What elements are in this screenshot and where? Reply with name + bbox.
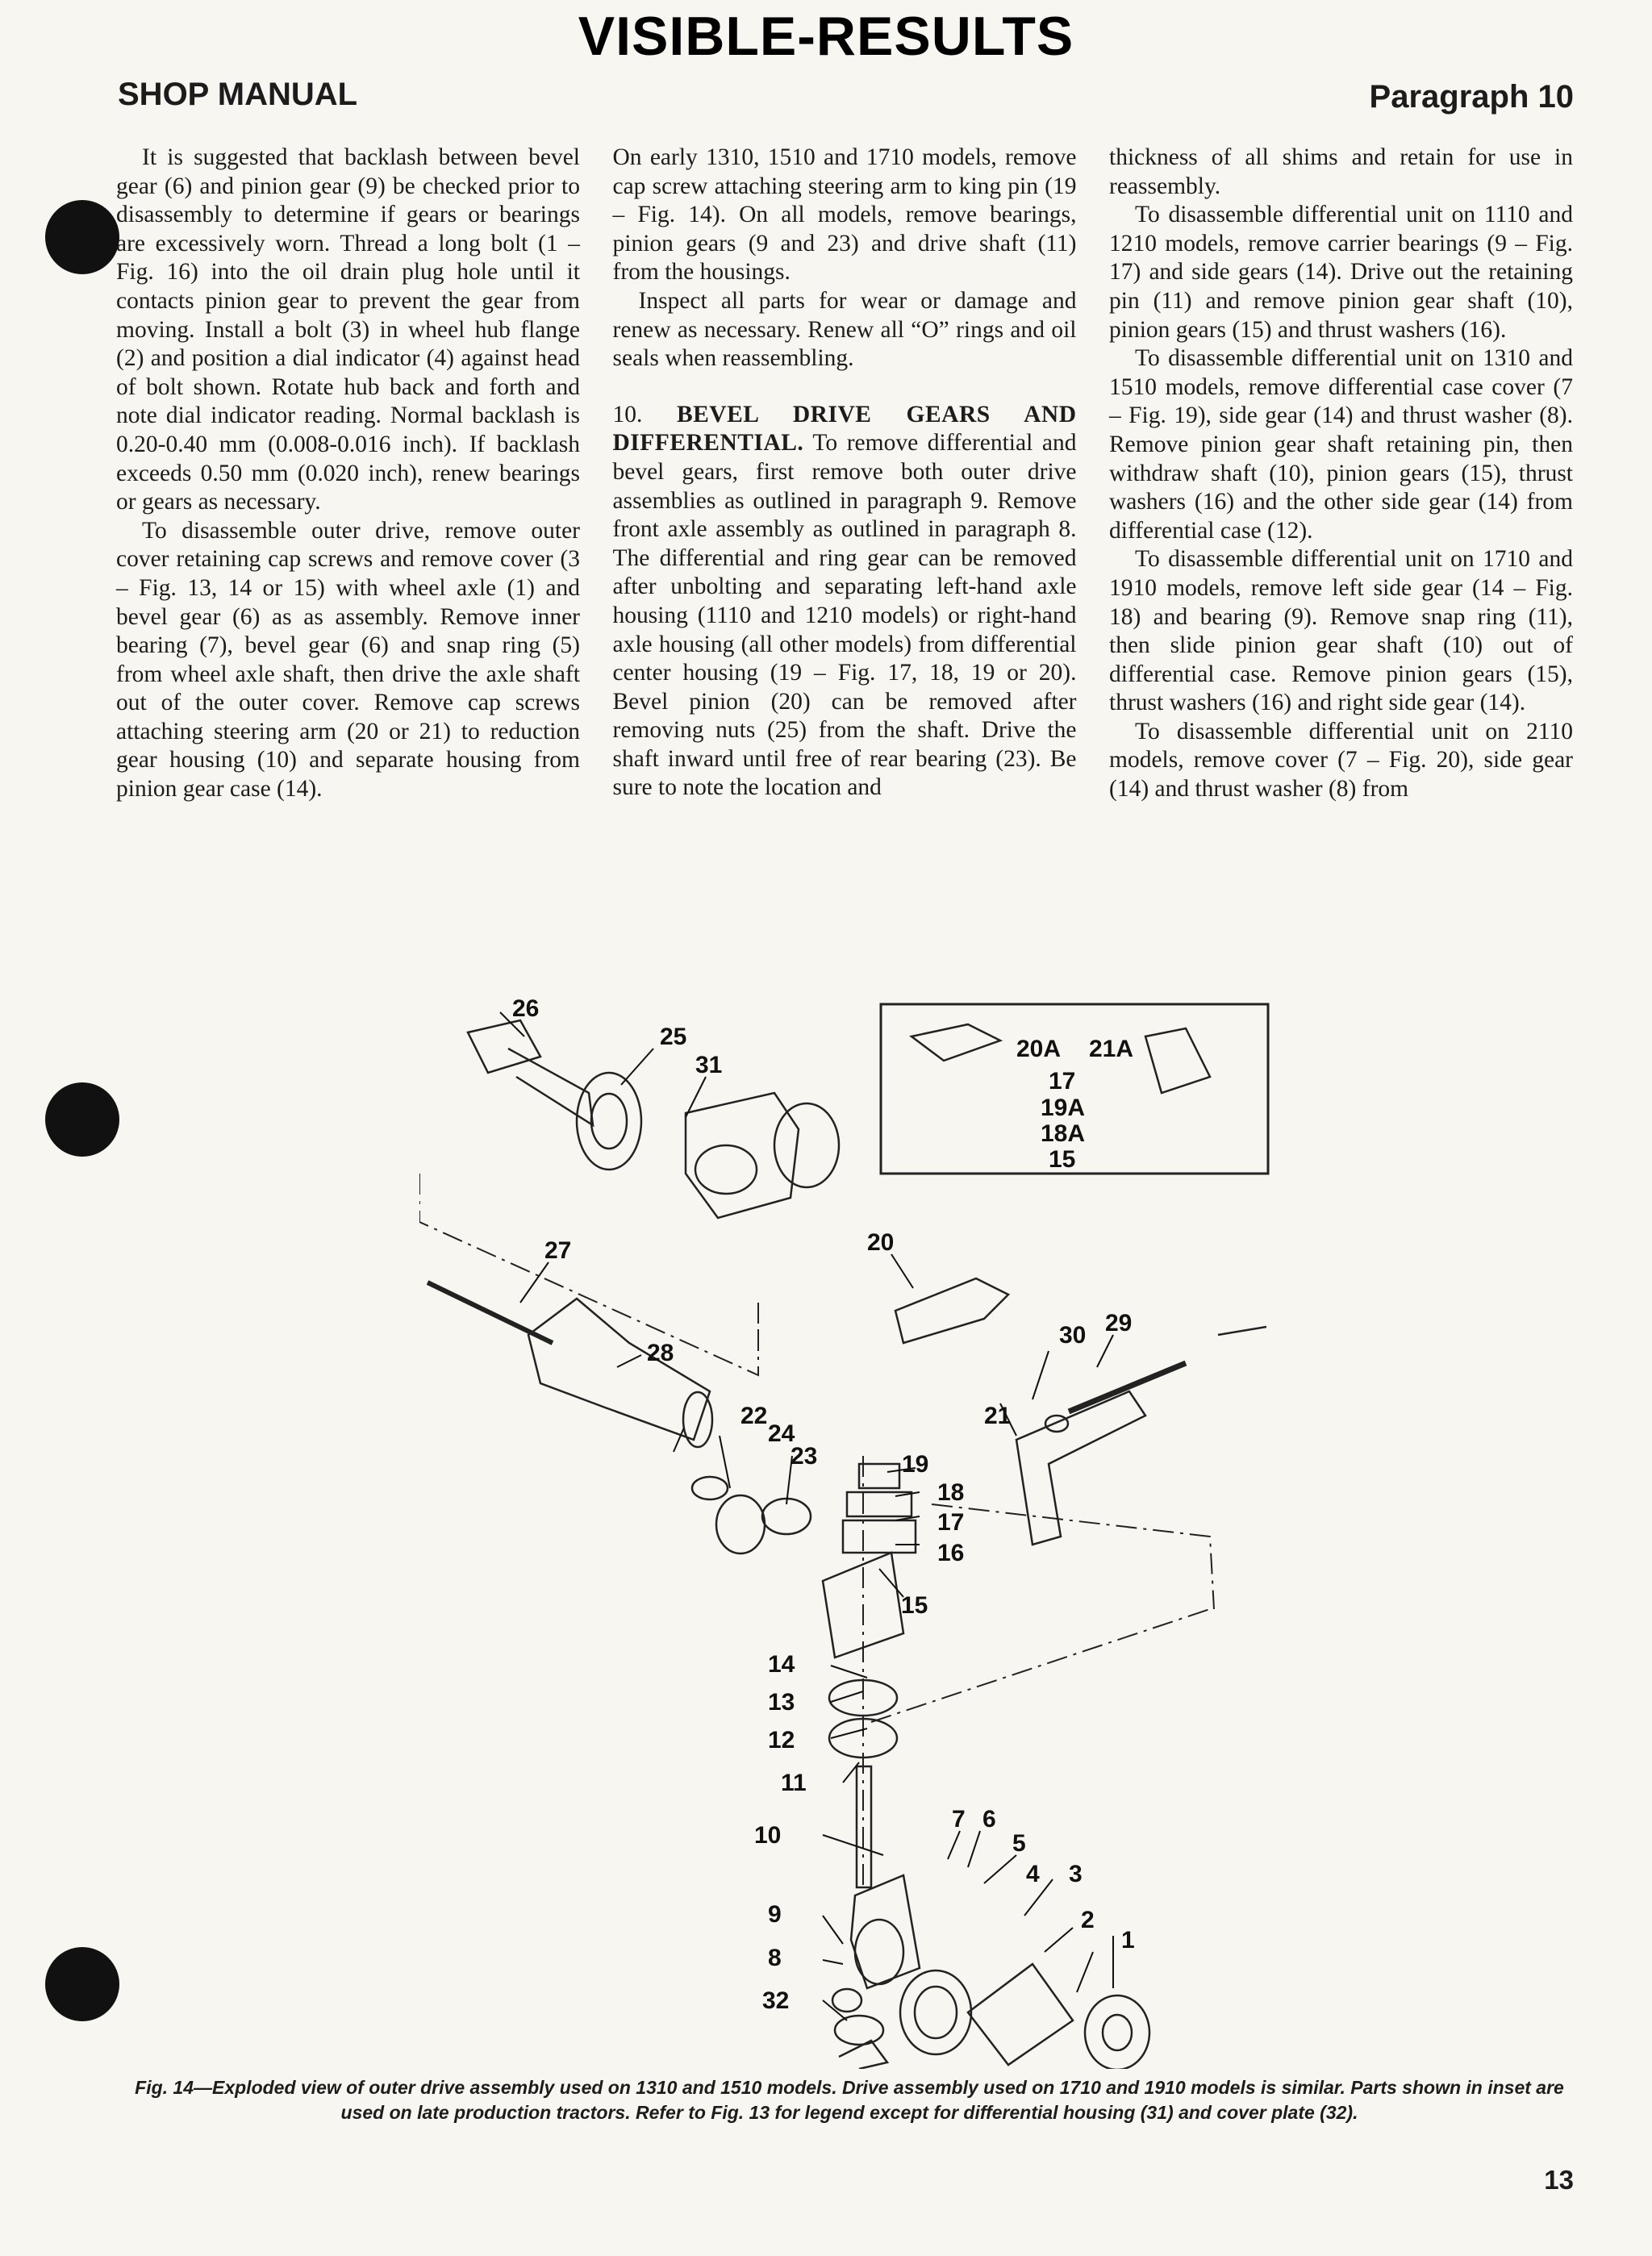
paragraph: To disassemble differential unit on 1310 and 1510 models, remove differential case cover (7 – Fig. 19), side gear (14) and thrust washer (8). Remove pinion gear shaft retaining pin, then withdraw shaft (10), pinion gears (15), thrust washers (16) and the other side gear (14) from differential case (12). xyxy=(1109,345,1573,544)
watermark: VISIBLE-RESULTS xyxy=(578,6,1074,67)
column-3 xyxy=(1109,144,1573,894)
paragraph: To disassemble differential unit on 1110 and 1210 models, remove carrier bearings (9 – Fig. 17) and side gears (14). Drive out the retaining pin (11) and remove pinion gear shaft (10), pinion gears (15) and thrust washers (16). xyxy=(1109,202,1573,343)
part-label: 2 xyxy=(1081,1907,1095,1933)
inset-label: 15 xyxy=(1049,1146,1076,1173)
inset-label: 18A xyxy=(1041,1120,1086,1147)
part-label: 13 xyxy=(768,1689,795,1716)
part-label: 27 xyxy=(544,1237,572,1264)
part-label: 6 xyxy=(982,1806,996,1833)
part-label: 7 xyxy=(952,1806,966,1833)
part-label: 12 xyxy=(768,1727,795,1754)
part-label: 1 xyxy=(1121,1927,1135,1954)
part-label: 22 xyxy=(740,1403,768,1429)
text-columns xyxy=(116,144,1573,894)
part-label: 19 xyxy=(902,1451,929,1478)
part-label: 18 xyxy=(937,1479,965,1506)
part-label: 9 xyxy=(768,1901,782,1928)
section-body: To remove differential and bevel gears, first remove both outer drive assemblies as outlined in paragraph 9. Remove front axle assembly as outlined in paragraph 8. The differential and ring gear can be removed after unbolting and separating left-hand axle housing (1110 and 1210 models) or right-hand axle housing (all other models) from differential center housing (19 – Fig. 17, 18, 19 or 20). Bevel pinion (20) can be removed after removing nuts (25) from the shaft. Drive the shaft inward until free of rear bearing (23). Be sure to note the location and xyxy=(612,430,1077,801)
paragraph: Inspect all parts for wear or damage and renew as necessary. Renew all “O” rings and oil seals when reassembling. xyxy=(612,287,1077,372)
part-label: 15 xyxy=(901,1592,928,1619)
part-label: 17 xyxy=(937,1509,965,1536)
paragraph: thickness of all shims and retain for use in reassembly. xyxy=(1109,144,1573,199)
part-label: 10 xyxy=(754,1822,782,1849)
inset-label: 17 xyxy=(1049,1068,1076,1095)
part-label: 31 xyxy=(695,1052,723,1078)
part-label: 29 xyxy=(1105,1310,1133,1337)
part-label: 26 xyxy=(512,995,540,1022)
binder-hole-middle xyxy=(45,1082,119,1157)
part-label: 30 xyxy=(1059,1322,1087,1349)
part-label: 20 xyxy=(867,1229,895,1256)
paragraph: To disassemble differential unit on 1710 and 1910 models, remove left side gear (14 – Fig. 18) and bearing (9). Remove snap ring (11), then slide pinion gear shaft (10) out of differential case. Remove pinion gears (15), thrust washers (16) and right side gear (14). xyxy=(1109,546,1573,716)
paragraph: To disassemble differential unit on 2110 models, remove cover (7 – Fig. 20), side gear (14) and thrust washer (8) from xyxy=(1109,718,1573,803)
running-header-right: Paragraph 10 xyxy=(1369,79,1574,115)
inset-label: 21A xyxy=(1089,1036,1134,1062)
part-label: 14 xyxy=(768,1651,795,1678)
section-paragraph xyxy=(613,401,1077,803)
part-label: 3 xyxy=(1069,1861,1083,1887)
section-heading: BEVEL DRIVE GEARS AND DIFFERENTIAL. xyxy=(612,401,1077,457)
column-2 xyxy=(613,144,1077,894)
part-label: 16 xyxy=(937,1540,965,1566)
paragraph: To disassemble outer drive, remove outer cover retaining cap screws and remove cover (3 – Fig. 13, 14 or 15) with wheel axle (1) and bevel gear (6) as as assembly. Remove inner bearing (7), bevel gear (6) and snap ring (5) from wheel axle shaft, then drive the axle shaft out of the outer cover. Remove cap screws attaching steering arm (20 or 21) to reduction gear housing (10) and separate housing from pinion gear case (14). xyxy=(116,517,580,803)
page-number: 13 xyxy=(1544,2165,1574,2195)
part-label: 4 xyxy=(1026,1861,1040,1887)
part-label: 28 xyxy=(647,1340,674,1366)
part-label: 21 xyxy=(984,1403,1012,1429)
section-number: 10. xyxy=(612,401,643,427)
figure-caption: Fig. 14—Exploded view of outer drive assembly used on 1310 and 1510 models. Drive assembly used on 1710 and 1910 models is similar. Parts shown in inset are used on late production tractors. Refer to Fig. 13 for legend except for differential housing (31) and cover plate (32). xyxy=(135,2077,1564,2123)
binder-hole-bottom xyxy=(45,1947,119,2021)
part-label: 25 xyxy=(660,1024,687,1050)
part-label: 32 xyxy=(762,1987,790,2014)
inset-label: 20A xyxy=(1016,1036,1062,1062)
part-label: 5 xyxy=(1012,1830,1026,1857)
exploded-view-drawing xyxy=(419,988,1283,2069)
paragraph: It is suggested that backlash between bevel gear (6) and pinion gear (9) be checked prior to disassembly to determine if gears or bearings are excessively worn. Thread a long bolt (1 – Fig. 16) into the oil drain plug hole until it contacts pinion gear to prevent the gear from moving. Install a bolt (3) in wheel hub flange (2) and position a dial indicator (4) against head of bolt shown. Rotate hub back and forth and note dial indicator reading. Normal backlash is 0.20-0.40 mm (0.008-0.016 inch). If backlash exceeds 0.50 mm (0.020 inch), renew bearings or gears as necessary. xyxy=(116,144,580,515)
part-label: 23 xyxy=(791,1443,818,1470)
part-label: 8 xyxy=(768,1945,782,1971)
inset-label: 19A xyxy=(1041,1095,1086,1121)
part-label: 24 xyxy=(768,1420,795,1447)
running-header-left: SHOP MANUAL xyxy=(118,77,358,112)
binder-hole-top xyxy=(45,200,119,274)
column-1 xyxy=(116,144,580,894)
part-label: 11 xyxy=(781,1770,807,1796)
exploded-view-figure xyxy=(419,988,1283,2069)
paragraph: On early 1310, 1510 and 1710 models, remove cap screw attaching steering arm to king pin (19 – Fig. 14). On all models, remove bearings, pinion gears (9 and 23) and drive shaft (11) from the housings. xyxy=(612,144,1077,286)
